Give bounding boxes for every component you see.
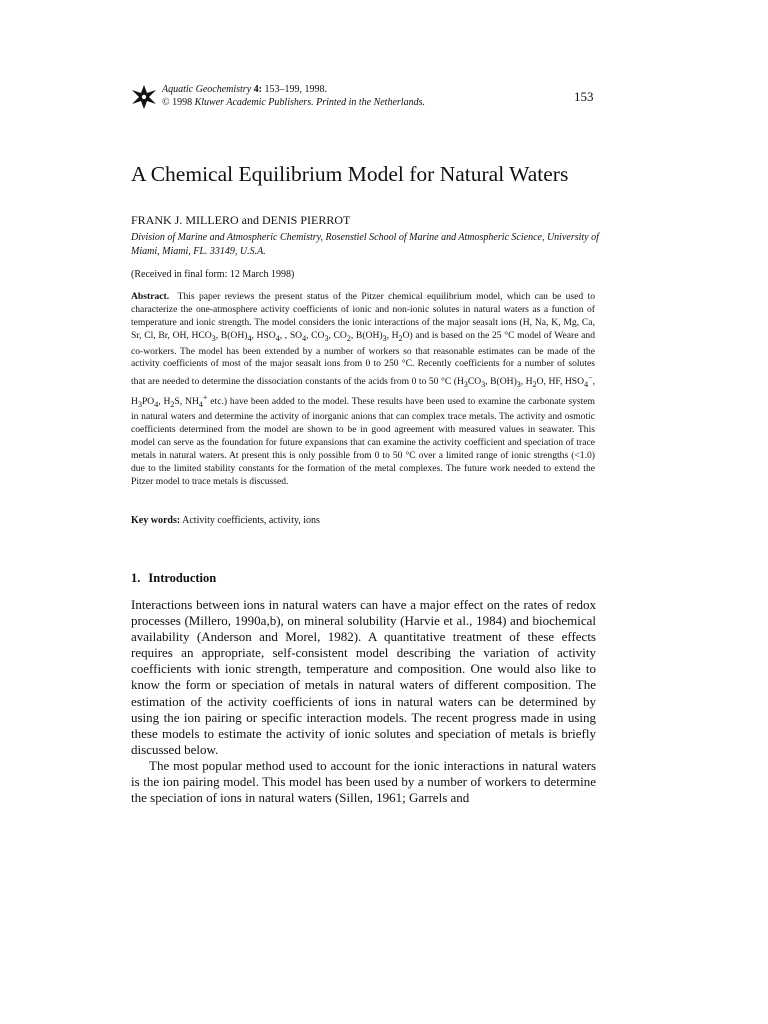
- paper-authors: FRANK J. MILLERO and DENIS PIERROT: [131, 213, 351, 227]
- publisher-logo: [131, 84, 157, 110]
- paper-title: A Chemical Equilibrium Model for Natural Waters: [131, 162, 569, 186]
- abstract-label: Abstract.: [131, 291, 170, 302]
- journal-name: Aquatic Geochemistry: [162, 84, 252, 95]
- copyright-notice: © 1998: [162, 97, 193, 108]
- journal-volume: 4:: [253, 84, 262, 95]
- abstract-text: This paper reviews the present status of the Pitzer chemical equilibrium model, which can be used to characterize the one-atmosphere activity coefficients of ionic and non-ionic solutes in natural waters as a function of temperature and ionic strength. The model considers the ionic interactions of the major seasalt ions (H, Na, K, Mg, Ca, Sr, Cl, Br, OH, $HCO_3$, $B(OH)_4$, $HSO_4$, , $SO_4$, $CO_3$, $CO_2$, $B(OH)_3$, $H_2O$) and is based on the 25 °C model of Weare and co-workers. The model has been extended by a number of workers so that reasonable estimates can be made of the activity coefficients of most of the major seasalt ions from 0 to 250 °C. Recently coefficients for a number of solutes that are needed to determine the dissociation constants of the acids from 0 to 50 °C ($H_3CO_3$, $B(OH)_3$, $H_2O$, HF, $HSO_4^-$, $H_3PO_4$, $H_2S$, $NH_4^+$ etc.) have been added to the model. These results have been used to examine the carbonate system in natural waters and determine the activity of inorganic anions that can complex trace metals. The activity and osmotic coefficients determined from the model are shown to be in good agreement with measured values in seawater. This model can serve as the foundation for future expansions that can examine the activity coefficient and speciation of trace metals in natural waters. At present this is only possible from 0 to 50 °C over a limited range of ionic strengths (<1.0) due to the limited stability constants for the formation of the metal complexes. The future work needed to extend the Pitzer model to trace metals is discussed.: [131, 291, 596, 487]
- keywords-text: Activity coefficients, activity, ions: [182, 515, 320, 526]
- journal-pages-year: 153–199, 1998.: [264, 84, 327, 95]
- body-text: [131, 597, 596, 806]
- body-paragraph: Interactions between ions in natural waters can have a major effect on the rates of redox processes (Millero, 1990a,b), on mineral solubility (Harvie et al., 1984) and biochemical availability (Anderson and Morel, 1982). A quantitative treatment of these effects requires an appropriate, self-consistent model describing the variation of activity coefficients with ionic strength, temperature and composition. One would also like to know the form or speciation of metals in natural waters of different composition. The estimation of the activity coefficients of ions in natural waters can be determined by using the ion pairing or specific interaction models. The recent progress made in using these models to estimate the activity of ionic solutes and speciation of metals is briefly discussed below.: [131, 597, 596, 757]
- body-paragraph: The most popular method used to account for the ionic interactions in natural waters is the ion pairing model. This model has been used by a number of workers to determine the speciation of ions in natural waters (Sillen, 1961; Garrels and: [131, 757, 596, 806]
- abstract: [131, 291, 595, 489]
- author-affiliation: Division of Marine and Atmospheric Chemistry, Rosenstiel School of Marine and Atmospheric Science, University of Miami, Miami, FL. 33149, U.S.A.: [131, 232, 599, 257]
- section-heading: [131, 571, 216, 586]
- journal-citation: [162, 83, 425, 109]
- page-number: 153: [574, 89, 594, 104]
- section-number: 1.: [131, 571, 141, 585]
- keywords: [131, 515, 320, 526]
- keywords-label: Key words:: [131, 515, 181, 526]
- received-date: (Received in final form: 12 March 1998): [131, 269, 295, 280]
- publisher-name: Kluwer Academic Publishers. Printed in the Netherlands.: [194, 97, 425, 108]
- section-title: Introduction: [148, 571, 217, 585]
